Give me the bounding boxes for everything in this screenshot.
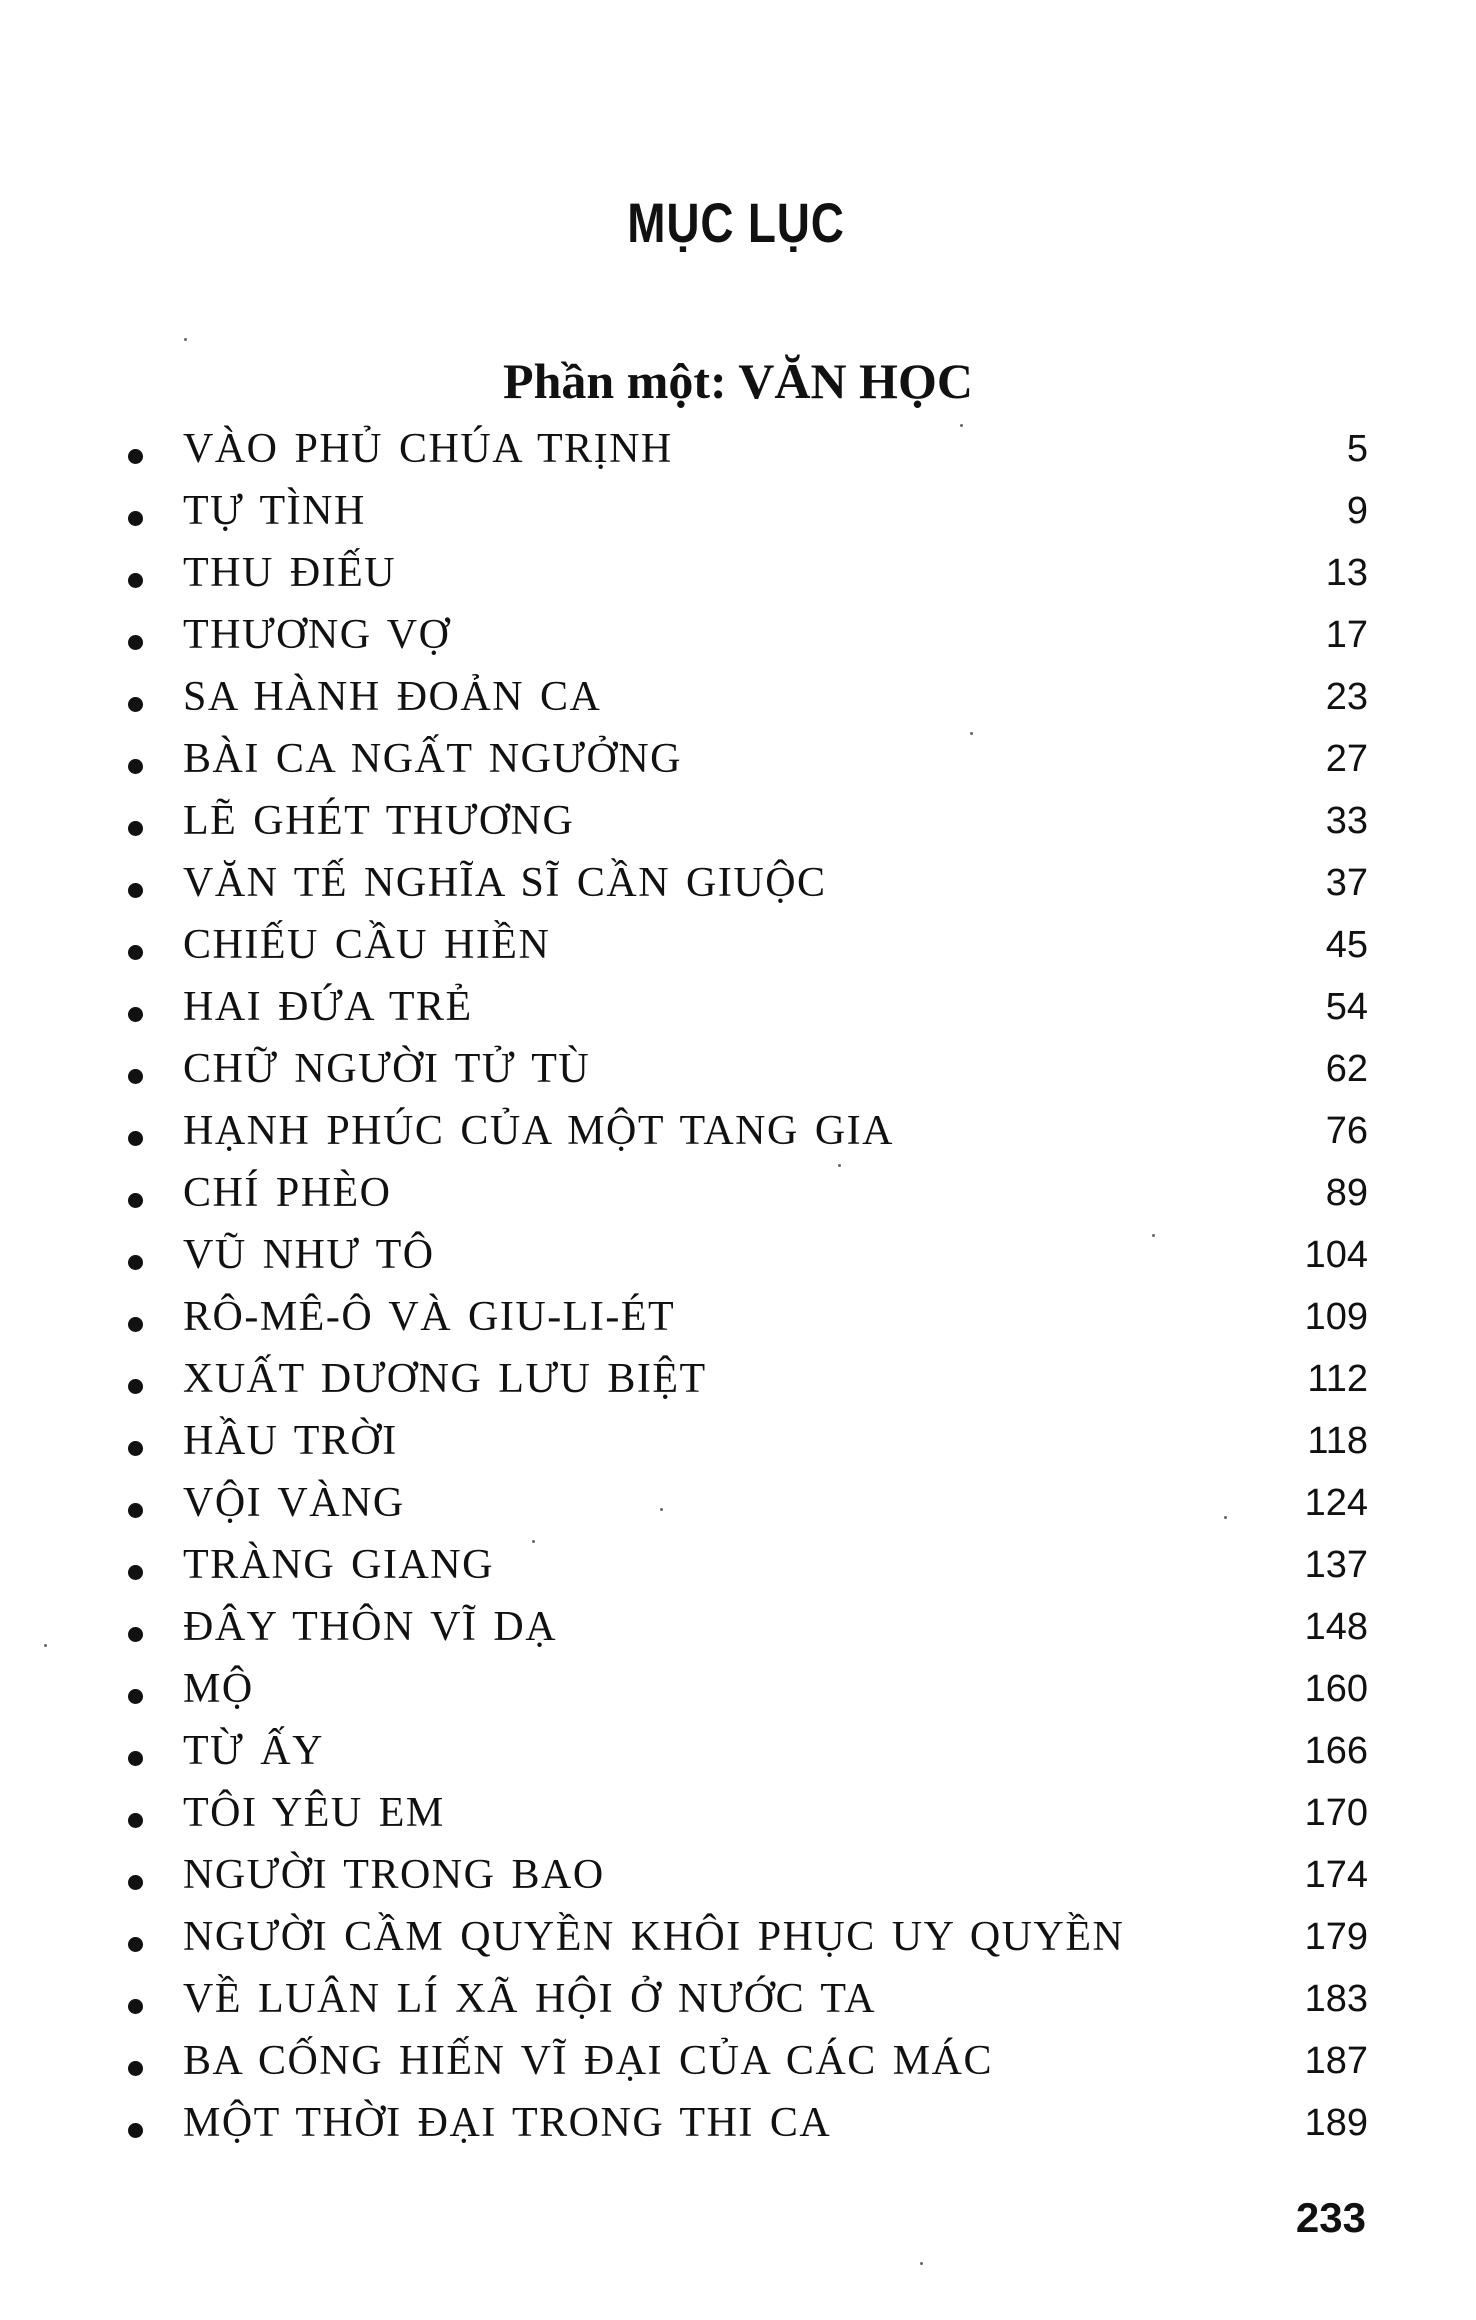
toc-item xyxy=(128,1038,1368,1100)
toc-entry-title: VÀO PHỦ CHÚA TRỊNH xyxy=(183,426,673,472)
toc-item xyxy=(128,418,1368,480)
bullet-icon xyxy=(128,759,143,774)
toc-entry-page: 118 xyxy=(1307,1419,1368,1462)
toc-entry-title: BÀI CA NGẤT NGƯỞNG xyxy=(183,736,682,782)
toc-entry-page: 112 xyxy=(1307,1357,1368,1400)
toc-entry-title: HAI ĐỨA TRẺ xyxy=(183,984,473,1030)
scan-speck xyxy=(1152,1234,1155,1237)
bullet-icon xyxy=(128,1627,143,1642)
toc-item xyxy=(128,1286,1368,1348)
toc-item xyxy=(128,1782,1368,1844)
toc-entry-title: VĂN TẾ NGHĨA SĨ CẦN GIUỘC xyxy=(183,860,827,906)
toc-entry-page: 23 xyxy=(1325,675,1368,718)
toc-item xyxy=(128,852,1368,914)
page-title: MỤC LỤC xyxy=(627,191,845,254)
scan-speck xyxy=(184,338,187,341)
toc-entry-page: 124 xyxy=(1304,1481,1368,1524)
toc-entry-page: 187 xyxy=(1304,2039,1368,2082)
toc-item xyxy=(128,1906,1368,1968)
toc-item xyxy=(128,1162,1368,1224)
section-title: Phần một: VĂN HỌC xyxy=(503,353,973,409)
toc-list xyxy=(128,418,1368,2154)
bullet-icon xyxy=(128,1689,143,1704)
toc-item xyxy=(128,790,1368,852)
bullet-icon xyxy=(128,1565,143,1580)
bullet-icon xyxy=(128,883,143,898)
toc-item xyxy=(128,1410,1368,1472)
toc-entry-title: LẼ GHÉT THƯƠNG xyxy=(183,798,575,844)
bullet-icon xyxy=(128,1255,143,1270)
bullet-icon xyxy=(128,2123,143,2138)
toc-entry-page: 27 xyxy=(1325,737,1368,780)
bullet-icon xyxy=(128,573,143,588)
toc-entry-page: 45 xyxy=(1325,923,1368,966)
toc-entry-page: 9 xyxy=(1346,489,1368,532)
bullet-icon xyxy=(128,821,143,836)
toc-entry-page: 37 xyxy=(1325,861,1368,904)
toc-item xyxy=(128,1658,1368,1720)
toc-entry-page: 5 xyxy=(1346,427,1368,470)
scan-speck xyxy=(532,1540,535,1543)
toc-entry-title: VŨ NHƯ TÔ xyxy=(183,1232,435,1278)
toc-item xyxy=(128,1968,1368,2030)
toc-item xyxy=(128,976,1368,1038)
toc-entry-title: ĐÂY THÔN VĨ DẠ xyxy=(183,1604,558,1650)
toc-item xyxy=(128,914,1368,976)
toc-entry-page: 62 xyxy=(1325,1047,1368,1090)
scan-speck xyxy=(838,1164,841,1167)
toc-entry-page: 166 xyxy=(1304,1729,1368,1772)
toc-entry-title: VỀ LUÂN LÍ XÃ HỘI Ở NƯỚC TA xyxy=(183,1976,877,2022)
toc-entry-page: 160 xyxy=(1304,1667,1368,1710)
toc-entry-title: CHỮ NGƯỜI TỬ TÙ xyxy=(183,1046,591,1092)
bullet-icon xyxy=(128,1813,143,1828)
toc-item xyxy=(128,1472,1368,1534)
toc-item xyxy=(128,604,1368,666)
toc-entry-page: 183 xyxy=(1304,1977,1368,2020)
toc-item xyxy=(128,480,1368,542)
toc-entry-title: BA CỐNG HIẾN VĨ ĐẠI CỦA CÁC MÁC xyxy=(183,2038,993,2084)
toc-item xyxy=(128,1534,1368,1596)
bullet-icon xyxy=(128,697,143,712)
toc-entry-page: 89 xyxy=(1325,1171,1368,1214)
toc-entry-title: CHIẾU CẦU HIỀN xyxy=(183,922,551,968)
toc-entry-page: 13 xyxy=(1325,551,1368,594)
toc-entry-page: 179 xyxy=(1304,1915,1368,1958)
bullet-icon xyxy=(128,1441,143,1456)
toc-entry-page: 189 xyxy=(1304,2101,1368,2144)
bullet-icon xyxy=(128,1875,143,1890)
scan-speck xyxy=(1224,1516,1227,1519)
toc-item xyxy=(128,2092,1368,2154)
toc-entry-page: 174 xyxy=(1304,1853,1368,1896)
toc-entry-title: XUẤT DƯƠNG LƯU BIỆT xyxy=(183,1356,707,1402)
scan-speck xyxy=(44,1644,47,1647)
toc-entry-title: TỰ TÌNH xyxy=(183,488,366,534)
toc-entry-title: THU ĐIẾU xyxy=(183,550,397,596)
toc-entry-page: 17 xyxy=(1325,613,1368,656)
toc-entry-page: 104 xyxy=(1304,1233,1368,1276)
toc-entry-title: HẠNH PHÚC CỦA MỘT TANG GIA xyxy=(183,1108,894,1154)
toc-entry-title: TÔI YÊU EM xyxy=(183,1790,445,1836)
bullet-icon xyxy=(128,1999,143,2014)
scan-speck xyxy=(960,424,963,427)
bullet-icon xyxy=(128,1317,143,1332)
scan-speck xyxy=(660,1508,663,1511)
toc-entry-title: THƯƠNG VỢ xyxy=(183,612,451,658)
toc-entry-title: TRÀNG GIANG xyxy=(183,1542,494,1588)
toc-entry-title: TỪ ẤY xyxy=(183,1728,324,1774)
toc-entry-title: VỘI VÀNG xyxy=(183,1480,405,1526)
toc-entry-page: 137 xyxy=(1304,1543,1368,1586)
toc-entry-title: MỘT THỜI ĐẠI TRONG THI CA xyxy=(183,2100,832,2146)
bullet-icon xyxy=(128,2061,143,2076)
toc-item xyxy=(128,1596,1368,1658)
scan-speck xyxy=(970,732,973,735)
bullet-icon xyxy=(128,635,143,650)
bullet-icon xyxy=(128,1937,143,1952)
toc-entry-title: HẦU TRỜI xyxy=(183,1418,398,1464)
toc-entry-title: NGƯỜI CẦM QUYỀN KHÔI PHỤC UY QUYỀN xyxy=(183,1914,1125,1960)
toc-item xyxy=(128,1224,1368,1286)
toc-entry-title: MỘ xyxy=(183,1666,254,1712)
scan-speck xyxy=(920,2262,923,2265)
bullet-icon xyxy=(128,1069,143,1084)
bullet-icon xyxy=(128,945,143,960)
toc-entry-page: 54 xyxy=(1325,985,1368,1028)
bullet-icon xyxy=(128,1751,143,1766)
bullet-icon xyxy=(128,1379,143,1394)
toc-entry-page: 109 xyxy=(1304,1295,1368,1338)
bullet-icon xyxy=(128,1007,143,1022)
bullet-icon xyxy=(128,1193,143,1208)
page-number: 233 xyxy=(1295,2194,1366,2241)
bullet-icon xyxy=(128,511,143,526)
toc-entry-title: SA HÀNH ĐOẢN CA xyxy=(183,674,602,720)
toc-entry-page: 76 xyxy=(1325,1109,1368,1152)
bullet-icon xyxy=(128,449,143,464)
toc-entry-title: CHÍ PHÈO xyxy=(183,1170,392,1216)
toc-entry-title: RÔ-MÊ-Ô VÀ GIU-LI-ÉT xyxy=(183,1294,676,1340)
toc-item xyxy=(128,1844,1368,1906)
bullet-icon xyxy=(128,1131,143,1146)
toc-entry-title: NGƯỜI TRONG BAO xyxy=(183,1852,605,1898)
toc-entry-page: 33 xyxy=(1325,799,1368,842)
toc-entry-page: 148 xyxy=(1304,1605,1368,1648)
toc-item xyxy=(128,542,1368,604)
toc-item xyxy=(128,1348,1368,1410)
bullet-icon xyxy=(128,1503,143,1518)
toc-entry-page: 170 xyxy=(1304,1791,1368,1834)
toc-item xyxy=(128,728,1368,790)
toc-item xyxy=(128,1720,1368,1782)
toc-item xyxy=(128,2030,1368,2092)
toc-item xyxy=(128,1100,1368,1162)
toc-item xyxy=(128,666,1368,728)
